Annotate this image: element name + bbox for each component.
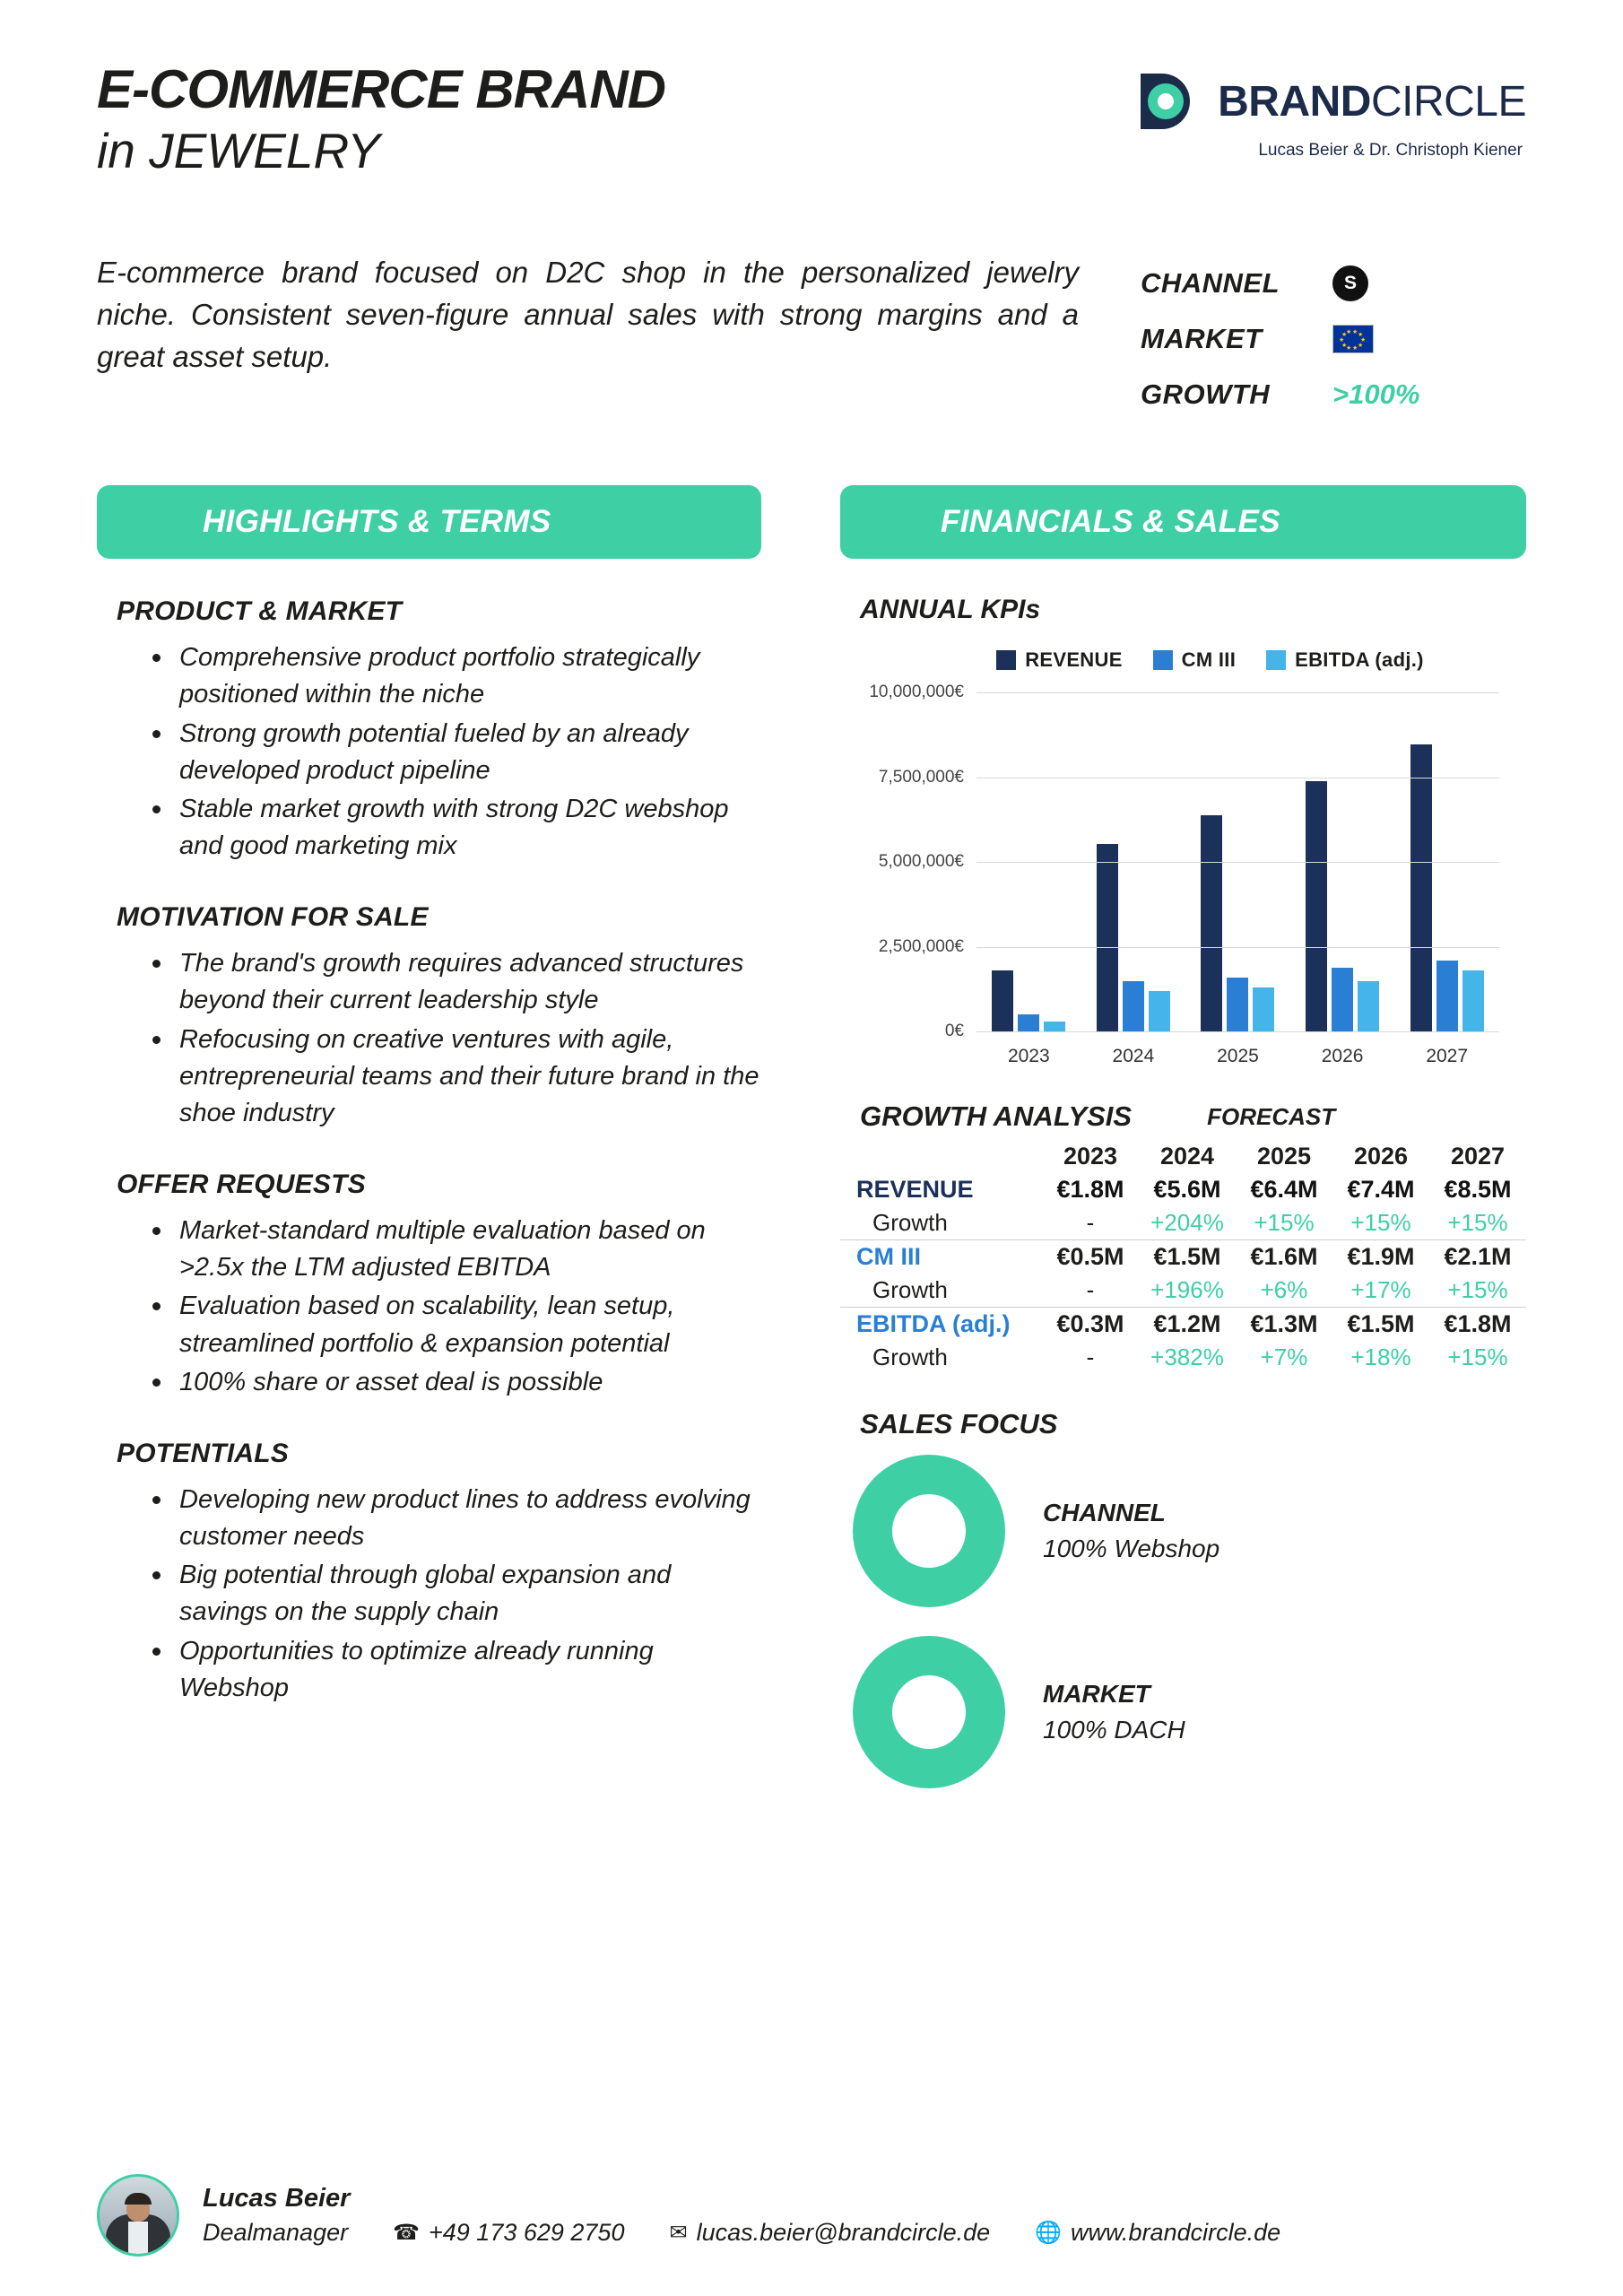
badge-channel-label: CHANNEL	[1141, 267, 1280, 300]
list-item: The brand's growth requires advanced structures beyond their current leadership style	[149, 945, 761, 1019]
donut-chart-market	[853, 1636, 1005, 1788]
cell-value: €5.6M	[1153, 1176, 1221, 1204]
subtitle-niche: JEWELRY	[149, 122, 380, 178]
contact-email[interactable]	[669, 2219, 990, 2247]
list-offer-requests	[149, 1213, 761, 1401]
chart-bar-eb	[1462, 970, 1484, 1031]
legend-swatch-ebitda	[1266, 650, 1286, 670]
cell-growth: +7%	[1260, 1344, 1308, 1371]
row-label-revenue: REVENUE	[856, 1176, 974, 1204]
list-item: Evaluation based on scalability, lean setup, streamlined portfolio & expansion potential	[149, 1288, 761, 1361]
subtitle-prefix: in	[97, 122, 150, 178]
avatar-shirt	[128, 2222, 148, 2254]
row-label-growth: Growth	[872, 1209, 948, 1237]
chart-x-tick-label: 2024	[1112, 1046, 1155, 1067]
donut-title: CHANNEL	[1043, 1499, 1166, 1527]
cell-value: €0.3M	[1042, 1308, 1139, 1342]
table-row	[840, 1206, 1526, 1240]
chart-bar-rev	[1097, 844, 1118, 1031]
cell-growth: +15%	[1350, 1209, 1411, 1237]
donut-title: MARKET	[1043, 1680, 1150, 1709]
donut-hole	[892, 1675, 966, 1749]
footer	[97, 2174, 1526, 2257]
badge-growth-value: >100%	[1332, 378, 1420, 411]
cell-value: €2.1M	[1429, 1240, 1526, 1274]
banner-highlights-label: HIGHLIGHTS & TERMS	[203, 504, 551, 540]
badges	[1141, 252, 1526, 422]
chart-bar-rev	[992, 970, 1013, 1031]
forecast-label: FORECAST	[1207, 1103, 1336, 1131]
intro-row	[97, 252, 1526, 422]
chart-bar-eb	[1044, 1022, 1065, 1031]
cell-value: €1.8M	[1056, 1176, 1124, 1204]
chart-x-tick-label: 2027	[1426, 1046, 1469, 1067]
chart-gridline	[869, 683, 1499, 702]
header	[97, 0, 1526, 178]
content-columns	[97, 485, 1526, 1788]
cell-growth: +15%	[1447, 1344, 1508, 1371]
section-title-growth-analysis: GROWTH ANALYSIS	[860, 1100, 1133, 1133]
logo-partner-names: Lucas Beier & Dr. Christoph Kiener	[1258, 141, 1523, 160]
chart-bar-eb	[1253, 987, 1274, 1031]
contact-phone-text: +49 173 629 2750	[429, 2219, 625, 2246]
table-row	[840, 1173, 1526, 1206]
badge-market	[1141, 311, 1526, 367]
column-header-year: 2024	[1159, 1143, 1215, 1170]
legend-label: REVENUE	[1025, 648, 1123, 672]
logo-circle-text: CIRCLE	[1370, 77, 1526, 126]
chart-plot-area	[869, 683, 1499, 1067]
table-header-row	[840, 1140, 1526, 1173]
list-product-market	[149, 639, 761, 865]
contact-name: Lucas Beier	[203, 2184, 351, 2213]
banner-financials	[840, 485, 1526, 559]
chart-bar-cm	[1123, 981, 1144, 1032]
list-item: 100% share or asset deal is possible	[149, 1364, 761, 1401]
phone-icon: ☎	[393, 2221, 420, 2245]
chart-legend	[840, 648, 1526, 672]
page-subtitle	[97, 124, 665, 179]
cell-value: €1.6M	[1236, 1240, 1332, 1274]
page-title: E-COMMERCE BRAND	[97, 59, 665, 119]
chart-y-tick-label: 0€	[944, 1022, 964, 1041]
legend-item-ebitda	[1266, 648, 1424, 672]
column-highlights	[97, 485, 761, 1788]
row-label-growth: Growth	[872, 1344, 948, 1371]
cell-growth: +6%	[1260, 1276, 1308, 1304]
table-row	[840, 1240, 1526, 1274]
avatar	[97, 2174, 179, 2257]
chart-gridline	[944, 1022, 1499, 1041]
logo-brand-text: BRAND	[1218, 77, 1371, 126]
cell-growth: +382%	[1150, 1344, 1224, 1371]
legend-swatch-cm3	[1153, 650, 1173, 670]
chart-bar-rev	[1410, 744, 1432, 1031]
donut-channel	[853, 1455, 1526, 1607]
donut-hole	[892, 1494, 966, 1568]
growth-analysis-header	[840, 1100, 1526, 1133]
column-header-year: 2026	[1353, 1143, 1409, 1170]
cell-value: €1.5M	[1332, 1308, 1429, 1342]
cell-value: €1.5M	[1139, 1240, 1236, 1274]
chart-bar-eb	[1358, 981, 1379, 1032]
column-header-year: 2023	[1063, 1143, 1118, 1170]
cell-growth: +196%	[1150, 1276, 1224, 1304]
contact-phone[interactable]	[393, 2219, 624, 2247]
cell-value: €1.2M	[1139, 1308, 1236, 1342]
contact-role: Dealmanager	[203, 2219, 349, 2246]
cell-value: €8.5M	[1444, 1176, 1512, 1204]
list-item: Opportunities to optimize already running Webshop	[149, 1633, 761, 1707]
legend-item-revenue	[996, 648, 1122, 672]
brandcircle-logo-icon	[1135, 68, 1202, 135]
chart-bar-rev	[1306, 781, 1327, 1031]
list-item: Comprehensive product portfolio strategically positioned within the niche	[149, 639, 761, 713]
cell-value: €1.8M	[1429, 1308, 1526, 1342]
list-item: Developing new product lines to address evolving customer needs	[149, 1482, 761, 1555]
contact-details	[203, 2219, 1280, 2247]
legend-swatch-revenue	[996, 650, 1016, 670]
chart-bar-cm	[1227, 978, 1248, 1031]
contact-website-text: www.brandcircle.de	[1071, 2219, 1281, 2246]
section-title-offer-requests: OFFER REQUESTS	[117, 1170, 366, 1200]
shopify-bag-icon: S	[1332, 265, 1368, 301]
donut-subtitle: 100% DACH	[1043, 1716, 1185, 1744]
cell-growth: -	[1086, 1276, 1095, 1304]
cell-growth: +15%	[1447, 1276, 1508, 1304]
legend-item-cm3	[1153, 648, 1236, 672]
title-block	[97, 56, 665, 178]
cell-growth: -	[1086, 1344, 1095, 1371]
chart-x-tick-label: 2023	[1007, 1046, 1050, 1067]
chart-y-tick-label: 10,000,000€	[869, 683, 964, 702]
badge-growth-label: GROWTH	[1141, 378, 1271, 411]
column-header-year: 2027	[1450, 1143, 1506, 1170]
table-corner	[840, 1140, 1042, 1173]
cell-growth: +204%	[1150, 1209, 1224, 1237]
section-title-product-market: PRODUCT & MARKET	[117, 596, 403, 627]
section-title-annual-kpis: ANNUAL KPIs	[860, 595, 1041, 625]
annual-kpi-bar-chart	[840, 684, 1526, 1079]
eu-flag-icon: ★ ★ ★ ★ ★ ★ ★ ★ ★ ★	[1332, 325, 1374, 353]
footer-text-block	[203, 2184, 1280, 2247]
badge-market-label: MARKET	[1141, 323, 1263, 355]
chart-bar-cm	[1436, 961, 1458, 1031]
contact-website[interactable]	[1035, 2219, 1280, 2247]
donut-market	[853, 1636, 1526, 1788]
cell-growth: +17%	[1350, 1276, 1411, 1304]
section-title-sales-focus: SALES FOCUS	[860, 1408, 1058, 1440]
cell-growth: -	[1086, 1209, 1095, 1237]
table-row	[840, 1274, 1526, 1308]
table-row	[840, 1341, 1526, 1374]
cell-value: €6.4M	[1250, 1176, 1318, 1204]
list-item: Big potential through global expansion and savings on the supply chain	[149, 1557, 761, 1631]
list-item: Stable market growth with strong D2C webshop and good marketing mix	[149, 791, 761, 865]
intro-description: E-commerce brand focused on D2C shop in the personalized jewelry niche. Consistent seven-figure annual sales with strong margins and a great asset setup.	[97, 256, 1079, 373]
chart-y-tick-label: 2,500,000€	[878, 936, 964, 956]
banner-financials-label: FINANCIALS & SALES	[941, 504, 1280, 540]
chart-bar-eb	[1149, 991, 1170, 1031]
list-motivation	[149, 945, 761, 1132]
cell-value: €1.3M	[1236, 1308, 1332, 1342]
donut-chart-channel	[853, 1455, 1005, 1607]
section-title-potentials: POTENTIALS	[117, 1438, 290, 1468]
badge-growth	[1141, 367, 1526, 422]
chart-bar-cm	[1332, 968, 1353, 1032]
banner-highlights	[97, 485, 761, 559]
cell-value: €7.4M	[1347, 1176, 1415, 1204]
chart-gridline	[878, 936, 1499, 956]
column-financials	[840, 485, 1526, 1788]
chart-y-tick-label: 5,000,000€	[878, 852, 964, 872]
list-item: Strong growth potential fueled by an already developed product pipeline	[149, 716, 761, 789]
growth-analysis-table	[840, 1140, 1526, 1374]
envelope-icon: ✉	[669, 2221, 688, 2245]
column-header-year: 2025	[1256, 1143, 1312, 1170]
logo-wordmark	[1218, 77, 1526, 126]
logo-row	[1135, 68, 1526, 135]
chart-bar-rev	[1201, 815, 1222, 1031]
cell-value: €0.5M	[1042, 1240, 1139, 1274]
list-item: Refocusing on creative ventures with agile, entrepreneurial teams and their future brand in the shoe industry	[149, 1022, 761, 1133]
globe-icon: 🌐	[1035, 2221, 1063, 2245]
legend-label: CM III	[1181, 648, 1237, 672]
contact-email-text: lucas.beier@brandcircle.de	[696, 2219, 991, 2246]
cell-value: €1.9M	[1332, 1240, 1429, 1274]
donut-market-text	[1043, 1680, 1185, 1744]
section-title-motivation: MOTIVATION FOR SALE	[117, 902, 429, 933]
list-potentials	[149, 1482, 761, 1707]
chart-bar-cm	[1018, 1014, 1039, 1031]
chart-x-tick-label: 2026	[1321, 1046, 1364, 1067]
donut-subtitle: 100% Webshop	[1043, 1535, 1220, 1563]
chart-x-tick-label: 2025	[1217, 1046, 1259, 1067]
row-label-ebitda: EBITDA (adj.)	[840, 1308, 1042, 1342]
donut-channel-text	[1043, 1499, 1219, 1563]
logo-block	[1135, 56, 1526, 161]
cell-growth: +18%	[1350, 1344, 1411, 1371]
chart-gridline	[878, 852, 1499, 872]
chart-y-tick-label: 7,500,000€	[878, 767, 964, 787]
cell-growth: +15%	[1447, 1209, 1508, 1237]
legend-label: EBITDA (adj.)	[1295, 648, 1424, 672]
table-row	[840, 1308, 1526, 1342]
list-item: Market-standard multiple evaluation based on >2.5x the LTM adjusted EBITDA	[149, 1213, 761, 1286]
cell-growth: +15%	[1254, 1209, 1315, 1237]
row-label-cm3: CM III	[840, 1240, 1042, 1274]
row-label-growth: Growth	[872, 1276, 948, 1304]
badge-channel	[1141, 256, 1526, 311]
